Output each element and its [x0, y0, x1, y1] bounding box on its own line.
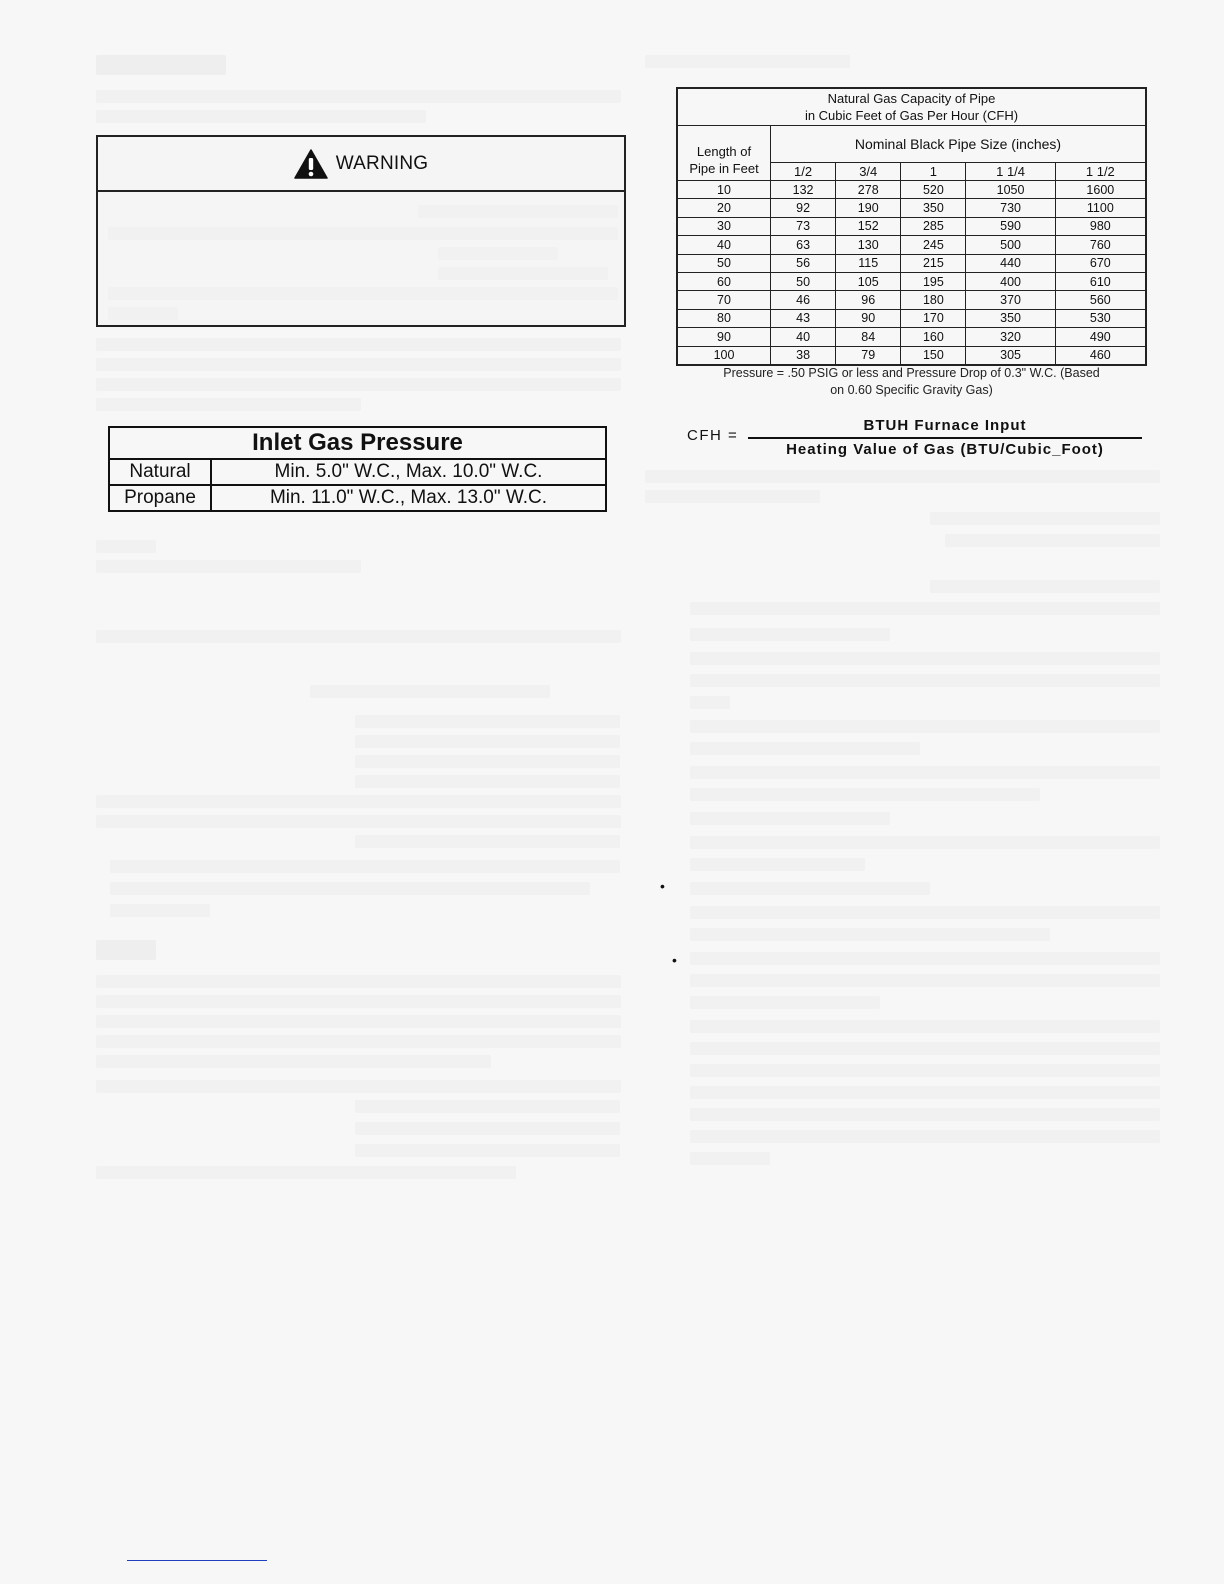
faded-text-line	[355, 755, 620, 768]
faded-text-line	[690, 1064, 1160, 1077]
capacity-cell: 730	[966, 199, 1055, 217]
capacity-cell: 520	[901, 181, 966, 199]
capacity-cell: 215	[901, 254, 966, 272]
faded-text-line	[108, 307, 178, 320]
faded-text-line	[690, 928, 1050, 941]
faded-text-line	[418, 205, 618, 218]
faded-text-line	[96, 815, 621, 828]
gas-type-natural: Natural	[109, 459, 211, 485]
faded-heading	[96, 55, 226, 75]
faded-text-line	[110, 882, 590, 895]
capacity-cell: 56	[771, 254, 836, 272]
capacity-cell: 980	[1055, 217, 1146, 235]
pipe-size-header-cell: 1	[901, 163, 966, 181]
faded-text-line	[438, 247, 558, 260]
capacity-cell: 285	[901, 217, 966, 235]
formula-denominator: Heating Value of Gas (BTU/Cubic_Foot)	[786, 441, 1104, 458]
capacity-cell: 530	[1055, 309, 1146, 327]
faded-text-line	[355, 1122, 620, 1135]
faded-text-line	[690, 1130, 1160, 1143]
capacity-cell: 440	[966, 254, 1055, 272]
faded-text-line	[108, 227, 618, 240]
table-row	[677, 328, 1146, 346]
capacity-cell: 43	[771, 309, 836, 327]
faded-text-line	[96, 1015, 621, 1028]
pipe-length-cell: 90	[677, 328, 771, 346]
faded-text-line	[355, 775, 620, 788]
capacity-cell: 73	[771, 217, 836, 235]
faded-text-line	[690, 602, 1160, 615]
warning-box	[96, 135, 626, 327]
capacity-cell: 115	[836, 254, 901, 272]
faded-text-line	[96, 110, 426, 123]
faded-text-line	[355, 835, 620, 848]
faded-text-line	[355, 735, 620, 748]
capacity-cell: 130	[836, 236, 901, 254]
formula-lhs: CFH =	[687, 427, 739, 444]
faded-text-line	[690, 996, 880, 1009]
faded-text-line	[690, 766, 1160, 779]
capacity-cell: 460	[1055, 346, 1146, 365]
faded-text-line	[96, 1035, 621, 1048]
capacity-table-body	[677, 181, 1146, 365]
capacity-cell: 132	[771, 181, 836, 199]
capacity-table-title	[677, 88, 1146, 126]
pipe-length-cell: 100	[677, 346, 771, 365]
capacity-cell: 560	[1055, 291, 1146, 309]
length-header	[677, 126, 771, 181]
inlet-gas-pressure-title: Inlet Gas Pressure	[109, 427, 606, 459]
faded-text-line	[96, 995, 621, 1008]
table-row	[677, 272, 1146, 290]
table-row	[109, 459, 606, 485]
capacity-cell: 105	[836, 272, 901, 290]
pipe-size-header-cell: 3/4	[836, 163, 901, 181]
faded-text-line	[945, 534, 1160, 547]
faded-text-line	[690, 1020, 1160, 1033]
pipe-size-header: Nominal Black Pipe Size (inches)	[771, 126, 1147, 163]
pipe-size-header-cell: 1/2	[771, 163, 836, 181]
capacity-cell: 160	[901, 328, 966, 346]
faded-text-line	[690, 720, 1160, 733]
pipe-length-cell: 10	[677, 181, 771, 199]
capacity-cell: 500	[966, 236, 1055, 254]
warning-header	[98, 137, 624, 192]
table-row	[677, 181, 1146, 199]
faded-heading	[96, 940, 156, 960]
capacity-cell: 150	[901, 346, 966, 365]
faded-text-line	[690, 696, 730, 709]
pipe-length-cell: 60	[677, 272, 771, 290]
faded-text-line	[690, 882, 930, 895]
faded-text-line	[108, 287, 618, 300]
capacity-cell: 490	[1055, 328, 1146, 346]
pipe-length-cell: 40	[677, 236, 771, 254]
pipe-length-cell: 50	[677, 254, 771, 272]
capacity-cell: 1600	[1055, 181, 1146, 199]
table-row	[677, 291, 1146, 309]
faded-text-line	[690, 652, 1160, 665]
table-row	[677, 309, 1146, 327]
capacity-cell: 190	[836, 199, 901, 217]
faded-text-line	[690, 628, 890, 641]
warning-triangle-icon	[294, 149, 328, 179]
faded-text-line	[690, 742, 920, 755]
faded-text-line	[96, 975, 621, 988]
formula-fraction-bar	[748, 437, 1142, 439]
capacity-cell: 152	[836, 217, 901, 235]
pipe-length-cell: 30	[677, 217, 771, 235]
faded-text-line	[645, 470, 1160, 483]
inlet-gas-pressure-table	[108, 426, 607, 512]
bullet-mark: •	[660, 878, 665, 894]
faded-text-line	[96, 398, 361, 411]
capacity-cell: 350	[901, 199, 966, 217]
capacity-cell: 1100	[1055, 199, 1146, 217]
bullet-mark: •	[672, 952, 677, 968]
table-row	[677, 346, 1146, 365]
capacity-cell: 92	[771, 199, 836, 217]
natural-gas-capacity-table	[676, 87, 1147, 366]
faded-text-line	[96, 795, 621, 808]
capacity-cell: 278	[836, 181, 901, 199]
capacity-cell: 84	[836, 328, 901, 346]
faded-text-line	[930, 512, 1160, 525]
pipe-length-cell: 70	[677, 291, 771, 309]
capacity-cell: 195	[901, 272, 966, 290]
faded-text-line	[690, 812, 890, 825]
faded-text-line	[690, 1042, 1160, 1055]
faded-text-line	[96, 90, 621, 103]
faded-text-line	[645, 490, 820, 503]
capacity-cell: 46	[771, 291, 836, 309]
faded-text-line	[96, 378, 621, 391]
faded-text-line	[96, 338, 621, 351]
faded-text-line	[96, 1166, 516, 1179]
faded-text-line	[690, 906, 1160, 919]
faded-text-line	[690, 974, 1160, 987]
faded-text-line	[96, 358, 621, 371]
faded-text-line	[96, 1080, 621, 1093]
faded-text-line	[110, 904, 210, 917]
faded-text-line	[110, 860, 620, 873]
length-header-line2: Pipe in Feet	[689, 161, 759, 176]
footer-link-underline	[127, 1560, 267, 1561]
pressure-range-natural: Min. 5.0" W.C., Max. 10.0" W.C.	[211, 459, 606, 485]
capacity-cell: 245	[901, 236, 966, 254]
length-header-line1: Length of	[696, 144, 752, 159]
capacity-cell: 370	[966, 291, 1055, 309]
faded-text-line	[96, 1055, 491, 1068]
capacity-cell: 96	[836, 291, 901, 309]
capacity-cell: 350	[966, 309, 1055, 327]
pipe-length-cell: 20	[677, 199, 771, 217]
faded-text-line	[438, 267, 608, 280]
faded-text-line	[96, 630, 621, 643]
capacity-cell: 590	[966, 217, 1055, 235]
capacity-cell: 90	[836, 309, 901, 327]
table-row	[677, 217, 1146, 235]
table-row	[677, 254, 1146, 272]
capacity-cell: 50	[771, 272, 836, 290]
faded-text-line	[310, 685, 550, 698]
faded-text-line	[355, 1144, 620, 1157]
capacity-cell: 180	[901, 291, 966, 309]
capacity-table-note	[676, 365, 1147, 399]
faded-text-line	[690, 1086, 1160, 1099]
capacity-cell: 400	[966, 272, 1055, 290]
capacity-cell: 305	[966, 346, 1055, 365]
capacity-cell: 670	[1055, 254, 1146, 272]
capacity-cell: 760	[1055, 236, 1146, 254]
faded-heading	[645, 55, 850, 68]
capacity-cell: 38	[771, 346, 836, 365]
capacity-cell: 610	[1055, 272, 1146, 290]
faded-text-line	[355, 1100, 620, 1113]
faded-text-line	[690, 858, 865, 871]
faded-text-line	[690, 788, 1040, 801]
faded-text-line	[355, 715, 620, 728]
pipe-length-cell: 80	[677, 309, 771, 327]
faded-text-line	[96, 540, 156, 553]
capacity-title-line1: Natural Gas Capacity of Pipe	[827, 91, 996, 106]
faded-text-line	[930, 580, 1160, 593]
capacity-cell: 40	[771, 328, 836, 346]
capacity-cell: 320	[966, 328, 1055, 346]
table-row	[677, 199, 1146, 217]
pipe-size-header-cell: 1 1/2	[1055, 163, 1146, 181]
faded-text-line	[690, 1108, 1160, 1121]
formula-numerator: BTUH Furnace Input	[863, 417, 1027, 434]
capacity-cell: 1050	[966, 181, 1055, 199]
faded-text-line	[96, 560, 361, 573]
pressure-range-propane: Min. 11.0" W.C., Max. 13.0" W.C.	[211, 485, 606, 511]
capacity-note-line1: Pressure = .50 PSIG or less and Pressure Drop of 0.3" W.C. (Based	[723, 366, 1100, 380]
faded-text-line	[690, 1152, 770, 1165]
capacity-cell: 170	[901, 309, 966, 327]
faded-text-line	[690, 674, 1160, 687]
faded-text-line	[690, 952, 1160, 965]
capacity-cell: 79	[836, 346, 901, 365]
capacity-cell: 63	[771, 236, 836, 254]
capacity-title-line2: in Cubic Feet of Gas Per Hour (CFH)	[804, 108, 1019, 123]
pipe-size-header-cell: 1 1/4	[966, 163, 1055, 181]
capacity-note-line2: on 0.60 Specific Gravity Gas)	[830, 383, 993, 397]
faded-text-line	[690, 836, 1160, 849]
table-row	[677, 236, 1146, 254]
warning-title: WARNING	[335, 152, 429, 174]
table-row	[109, 485, 606, 511]
gas-type-propane: Propane	[109, 485, 211, 511]
